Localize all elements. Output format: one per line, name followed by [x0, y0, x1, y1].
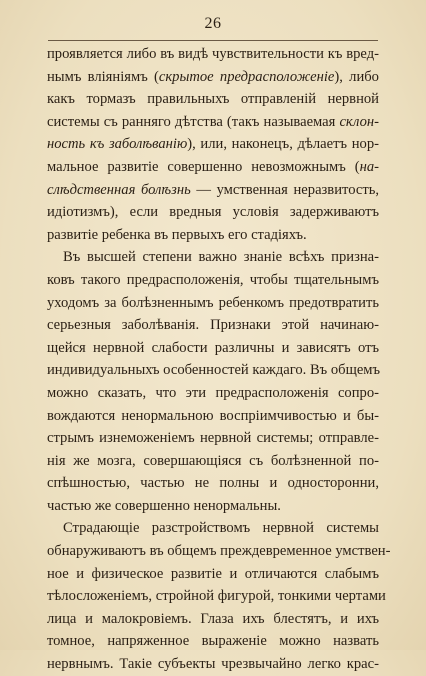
body-text: [47, 43, 391, 676]
text-line: томное, напряженное выраженіе можно назвать: [47, 633, 379, 650]
header-rule: [48, 40, 378, 41]
text-line: вождаются ненормальною воспріимчивостью и бы-: [47, 407, 379, 424]
italic-term: ность къ заболѣванію: [47, 136, 188, 153]
italic-term: склон-: [339, 113, 379, 130]
italic-term: слѣдственная болѣзнь: [47, 181, 191, 198]
text-line: обнаруживаютъ въ общемъ преждевременное умствен-: [47, 543, 391, 560]
text-line: индивидуальныхъ особенностей каждаго. Въ общемъ: [47, 362, 381, 379]
text-line: развитіе ребенка въ первыхъ его стадіяхъ.: [47, 226, 307, 243]
text-line: нымъ вліяніямъ (скрытое предрасположеніе), либо: [47, 68, 379, 85]
text-line: уходомъ за болѣзненнымъ ребенкомъ предотвратить: [47, 294, 379, 311]
text-line: ное и физическое развитіе и отличаются слабымъ: [47, 565, 379, 582]
text-line: нервнымъ. Такіе субъекты чрезвычайно легко крас-: [47, 656, 379, 673]
text-line: можно сказать, что эти предрасположенія сопро-: [47, 384, 379, 401]
text-line: какъ тормазъ правильныхъ отправленій нервной: [47, 91, 379, 108]
text-line: тѣлосложеніемъ, стройной фигурой, тонкими чертами: [47, 588, 386, 605]
text-line: системы съ ранняго дѣтства (такъ называемая склон-: [47, 113, 379, 130]
text-line: лица и малокровіемъ. Глаза ихъ блестятъ, и ихъ: [47, 610, 379, 627]
text-line: Страдающіе разстройствомъ нервной системы: [63, 520, 379, 537]
text-line: серьезныя заболѣванія. Признаки этой начинаю-: [47, 317, 379, 334]
italic-term: на-: [359, 158, 379, 175]
text-line: проявляется либо въ видѣ чувствительности къ вред-: [47, 46, 379, 62]
text-line: нія же мозга, совершающіяся съ болѣзненной по-: [47, 452, 379, 469]
text-line: спѣшностью, частью не полны и односторонни,: [47, 475, 379, 492]
text-line: частью же совершенно ненормальны.: [47, 497, 281, 514]
text-line: ность къ заболѣванію), или, наконецъ, дѣлаетъ нор-: [47, 136, 379, 153]
italic-term: скрытое предрасположеніе: [158, 68, 335, 85]
text-line: Въ высшей степени важно знаніе всѣхъ призна-: [63, 249, 379, 266]
text-line: идіотизмъ), если вредныя условія задерживаютъ: [47, 204, 379, 221]
text-line: стрымъ изнеможеніемъ нервной системы; отправле-: [47, 430, 379, 447]
text-line: мальное развитіе совершенно невозможнымъ (на-: [47, 158, 379, 175]
page-number: 26: [204, 15, 222, 32]
text-line: щейся нервной слабости различны и зависятъ отъ: [47, 339, 379, 356]
text-line: ковъ такого предрасположенія, чтобы тщательнымъ: [47, 271, 379, 288]
text-line: слѣдственная болѣзнь — умственная неразвитость,: [47, 181, 380, 198]
